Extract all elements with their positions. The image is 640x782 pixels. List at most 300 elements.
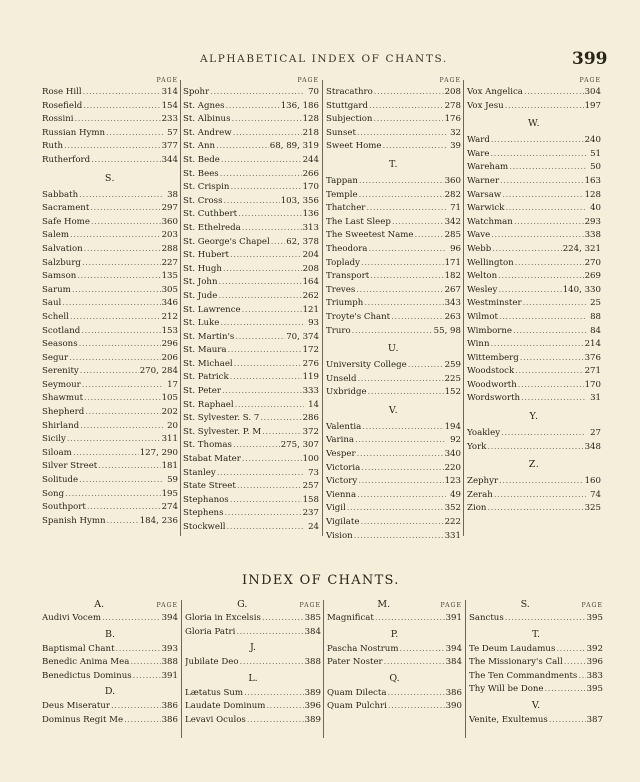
page-ref: 325 [584,503,601,514]
index-entry [326,284,461,298]
chant-name: Rutherford [42,154,91,165]
index-entry [467,297,601,311]
section-header [185,598,321,612]
page-ref: 68, 89, 319 [269,141,319,152]
leader-dots [106,127,163,141]
index-entry [183,494,319,508]
chant-name: Spanish Hymn [42,515,106,526]
chant-name: St. Raphael [183,399,234,410]
index-entry [183,399,319,413]
chant-name: Unseld [326,373,357,384]
chant-name: Wareham [467,162,509,173]
leader-dots [124,714,161,728]
index-entry [326,270,461,284]
leader-dots [237,480,302,494]
chant-name: St. Bees [183,168,219,179]
index-entry [42,392,178,406]
page-ref: 195 [161,488,178,499]
page-ref: 263 [444,311,461,322]
index-entry [326,202,461,216]
page-ref: 32 [450,127,461,138]
page-ref: 40 [590,203,601,214]
index-entry [326,257,461,271]
chant-name: Scotland [42,325,81,336]
index-entry [42,515,178,529]
chant-name: Winn [467,339,490,350]
page-number: 399 [572,49,608,69]
chant-name: Jubilate Deo [185,657,239,668]
page-ref: 73 [308,467,319,478]
chant-name: St. Martin's [183,331,235,342]
leader-dots [492,243,561,257]
index-entry [183,358,319,372]
chant-name: Quam Pulchri [327,701,387,712]
leader-dots [116,643,161,657]
index-entry [467,161,601,175]
index-entry [467,427,601,441]
page-ref: 394 [445,643,462,654]
page-column-label: PAGE [439,77,461,84]
page-ref: 274 [161,502,178,513]
page-ref: 194 [444,421,461,432]
page-ref: 352 [444,503,461,514]
leader-dots [80,365,139,379]
chant-name: Shirland [42,420,80,431]
leader-dots [233,439,280,453]
leader-dots [221,154,302,168]
chant-name: Vox Jesu [467,100,504,111]
page-ref: 396 [304,701,321,712]
leader-dots [102,612,161,626]
leader-dots [356,284,443,298]
page-ref: 385 [304,613,321,623]
leader-dots [87,501,161,515]
leader-dots [218,290,301,304]
leader-dots [222,385,302,399]
chant-name: Sicily [42,434,66,445]
page-ref: 170 [302,182,319,193]
index-entry [469,656,603,670]
index-entry [183,467,319,481]
index-entry [467,489,601,503]
chant-name: St. Luke [183,318,220,329]
leader-dots [415,229,444,243]
leader-dots [509,161,586,175]
leader-dots [240,656,304,670]
page-ref: 276 [302,358,319,369]
chant-name: Vesper [326,449,356,460]
index-entry [467,100,601,114]
page-ref: 136, 186 [280,100,319,111]
chant-name: Wilmot [467,311,498,322]
page-ref: 338 [584,230,601,241]
index-entry [42,325,178,339]
page-ref: 38 [167,189,178,200]
index-entry [183,195,319,209]
leader-dots [513,325,586,339]
chant-name: St. Cuthbert [183,209,238,220]
page-ref: 296 [161,339,178,350]
index-entry [326,86,461,100]
chant-name: Sarum [42,284,71,295]
page-ref: 212 [161,311,178,322]
index-entry [183,100,319,114]
page-ref: 208 [444,87,461,97]
page-ref: 154 [161,100,178,111]
chant-name: Yoakley [467,428,501,439]
page-ref: 206 [161,352,178,363]
page-ref: 57 [167,127,178,138]
index-column-1 [42,76,178,528]
page-ref: 293 [584,216,601,227]
index-entry [326,229,461,243]
chant-name: St. John [183,277,218,288]
section-letter: T. [389,158,398,170]
index-entry [183,521,319,535]
chant-name: Victory [326,476,358,487]
index-entry [467,502,601,516]
page-ref: 311 [161,434,178,445]
page-ref: 140, 330 [562,284,601,295]
chant-name: Treves [326,284,356,295]
leader-dots [388,700,445,714]
chant-name: University College [326,360,407,371]
index-entry [183,317,319,331]
page-ref: 377 [161,141,178,152]
leader-dots [370,270,443,284]
chant-name: Warner [467,175,500,186]
chant-name: St. Ethelreda [183,222,241,233]
page-ref: 170 [584,379,601,390]
leader-dots [498,270,583,284]
leader-dots [499,475,584,489]
chant-name: Gloria in Excelsis [185,613,261,623]
index-entry [467,284,601,298]
leader-dots [232,113,302,127]
leader-dots [357,448,444,462]
page-ref: 388 [304,657,321,668]
index-entry [326,359,461,373]
leader-dots [362,421,443,435]
page-ref: 164 [302,277,319,288]
leader-dots [247,714,304,728]
page-ref: 119 [302,372,319,383]
leader-dots [369,100,444,114]
page-ref: 84 [590,325,601,336]
leader-dots [226,521,304,535]
leader-dots [354,530,444,544]
chant-name: The Last Sleep [326,216,391,227]
chant-name: Lætatus Sum [185,687,244,698]
leader-dots [521,392,586,406]
index-entry [326,216,461,230]
index-entry [185,612,321,626]
chant-name: St. Crispin [183,182,230,193]
leader-dots [79,189,163,203]
chant-name: Samson [42,271,77,282]
page-column-label: PAGE [579,77,601,84]
page-ref: 244 [302,154,319,165]
leader-dots [352,325,433,339]
chant-name: The Ten Commandments [469,670,578,681]
chant-name: State Street [183,481,236,492]
chant-name: St. Cross [183,195,223,206]
leader-dots [260,412,301,426]
page-ref: 388 [161,657,178,668]
page-ref: 184, 236 [139,515,178,526]
chant-name: Stephens [183,508,224,519]
index-entry [467,270,601,284]
page-ref: 14 [308,399,319,410]
page-ref: 342 [444,216,461,227]
chant-index-column-1 [42,598,178,728]
index-entry [467,243,601,257]
chant-name: St. Ann [183,141,216,152]
chant-name: Audivi Vocem [42,613,101,623]
section-letter: Y. [529,411,539,423]
page-ref: 305 [161,284,178,295]
section-letter: L. [248,672,258,684]
leader-dots [133,670,161,684]
page-ref: 24 [308,522,319,532]
page-ref: 27 [590,428,601,439]
index-entry [183,331,319,345]
column-rule [181,600,182,738]
index-entry [42,488,178,502]
page-ref: 74 [590,489,601,500]
leader-dots [487,441,583,455]
running-title: ALPHABETICAL INDEX OF CHANTS. [200,53,448,65]
chant-name: St. Sylvester. P. M [183,426,262,437]
page-ref: 266 [302,168,319,179]
page-ref: 197 [584,100,601,111]
chant-name: St. Hubert [183,250,229,261]
leader-dots [364,297,443,311]
leader-dots [556,643,585,657]
leader-dots [70,229,161,243]
leader-dots [242,304,302,318]
leader-dots [67,433,161,447]
chant-name: St. Albinus [183,114,231,125]
index-column-3 [326,76,461,543]
index-entry [326,448,461,462]
index-entry [183,140,319,154]
leader-dots [490,148,586,162]
index-entry [326,189,461,203]
page-ref: 376 [584,352,601,363]
page-ref: 278 [444,100,461,111]
page-ref: 396 [586,657,603,668]
index-entry [185,714,321,728]
index-entry [42,229,178,243]
chant-name: St. Agnes [183,100,225,111]
page-ref: 384 [445,657,462,668]
page-ref: 181 [161,461,178,472]
section-letter: P. [390,628,399,640]
index-entry [42,447,178,461]
chant-name: Subjection [326,114,373,125]
page-ref: 222 [444,517,461,528]
index-entry [326,243,461,257]
index-entry [183,127,319,141]
page-ref: 70 [308,87,319,97]
page-ref: 39 [450,141,461,152]
index-entry [183,439,319,453]
index-entry [42,113,178,127]
page-ref: 136 [302,209,319,220]
section-letter: J. [249,642,257,654]
chant-name: St. Patrick [183,372,229,383]
page-ref: 386 [161,701,178,712]
index-entry [326,175,461,189]
index-entry [467,189,601,203]
page-ref: 25 [590,298,601,309]
index-column-4 [467,76,601,516]
page-ref: 20 [167,420,178,431]
index-entry [326,516,461,530]
leader-dots [520,352,584,366]
chant-name: Stabat Mater [183,454,241,465]
leader-dots [80,420,163,434]
leader-dots [262,426,301,440]
leader-dots [77,270,160,284]
chant-name: Ward [467,135,490,146]
chant-name: Zephyr [467,476,499,487]
index-entry [469,643,603,657]
chant-name: Valentia [326,421,362,432]
page-ref: 240 [584,135,601,146]
page-ref: 152 [444,387,461,398]
page-ref: 208 [302,263,319,274]
section-letter: Z. [528,459,540,471]
index-entry [326,386,461,400]
leader-dots [91,216,161,230]
page-ref: 202 [161,407,178,418]
page-ref: 93 [308,318,319,329]
page-ref: 384 [304,626,321,637]
index-entry [326,462,461,476]
leader-dots [361,462,443,476]
page-ref: 314 [161,87,178,97]
page-ref: 372 [302,426,319,437]
page-ref: 171 [444,257,461,268]
page-ref: 55, 98 [433,325,461,336]
chant-name: Temple [326,189,358,200]
index-entry [183,208,319,222]
chant-name: Silver Street [42,461,98,472]
leader-dots [494,489,586,503]
page-column-label: PAGE [156,77,178,84]
page-ref: 344 [161,154,178,165]
chant-name: Zion [467,503,487,514]
index-entry [467,441,601,455]
leader-dots [491,229,583,243]
chant-name: Laudate Dominum [185,701,266,712]
chant-name: St. Bede [183,154,220,165]
chant-name: Schell [42,311,69,322]
chant-name: St. Peter [183,386,221,397]
index-entry [326,311,461,325]
index-entry [467,202,601,216]
index-entry [42,501,178,515]
leader-dots [515,365,583,379]
chant-name: Wave [467,230,491,241]
chant-name: St. George's Chapel [183,236,270,247]
index-entry [327,612,462,626]
index-entry [183,412,319,426]
leader-dots [357,127,446,141]
leader-dots [234,358,302,372]
index-entry [326,325,461,339]
chant-name: Siloam [42,447,72,458]
leader-dots [358,373,444,387]
page-ref: 105 [161,393,178,404]
index-entry [183,249,319,263]
page-ref: 331 [444,530,461,541]
leader-dots [361,257,444,271]
chant-name: Woodstock [467,366,515,377]
chant-name: Seymour [42,379,81,390]
leader-dots [391,311,443,325]
index-entry [183,181,319,195]
leader-dots [384,656,445,670]
chant-name: Westminster [467,298,522,309]
index-entry [183,236,319,250]
page-ref: 127, 290 [139,447,178,458]
index-entry [467,352,601,366]
chant-name: Ware [467,148,490,159]
leader-dots [223,195,279,209]
index-entry [467,475,601,489]
section-letter: W. [527,118,541,130]
chant-name: Sanctus [469,613,504,623]
leader-dots [230,494,302,508]
chant-name: Toplady [326,257,360,268]
page-ref: 49 [450,489,461,500]
section-letter: M. [377,599,391,610]
leader-dots [82,379,163,393]
page-ref: 270 [584,257,601,268]
chant-name: Ruth [42,141,63,152]
page-ref: 233 [161,114,178,125]
index-entry [42,297,178,311]
page-ref: 172 [302,345,319,356]
chant-name: St. Maura [183,345,227,356]
index-entry [326,489,461,503]
page-ref: 383 [586,670,603,681]
page-ref: 182 [444,271,461,282]
page-ref: 394 [161,613,178,623]
index-entry [467,134,601,148]
index-entry [183,453,319,467]
leader-dots [98,460,160,474]
leader-dots [233,127,302,141]
chant-name: Stracathro [326,87,373,97]
section-letter: S. [520,599,530,610]
index-entry [467,311,601,325]
chant-name: Pater Noster [327,657,383,668]
leader-dots [366,202,446,216]
section-letter: V. [388,404,399,416]
page-ref: 392 [586,643,603,654]
leader-dots [84,392,161,406]
index-entry [42,257,178,271]
leader-dots [545,683,586,697]
chant-name: Warwick [467,203,505,214]
chant-index-column-4 [469,598,603,728]
leader-dots [242,222,302,236]
chant-name: The Missionary's Call [469,657,563,668]
